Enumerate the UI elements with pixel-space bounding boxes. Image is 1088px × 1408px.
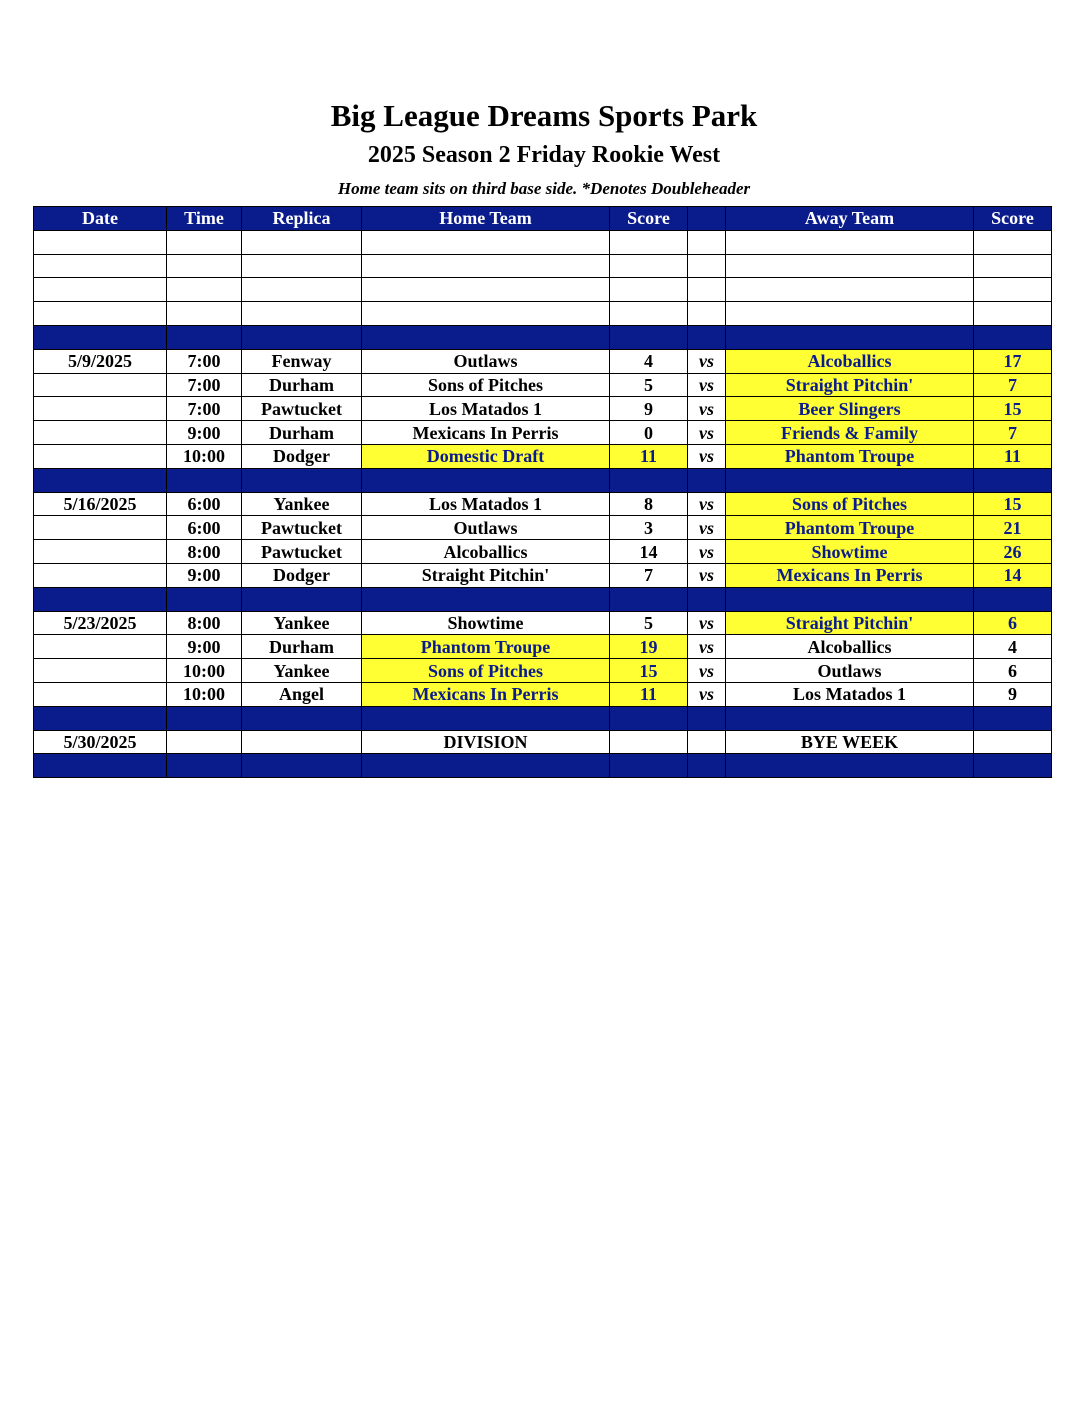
- home-score-cell: 3: [610, 516, 688, 540]
- blank-row: [34, 254, 1052, 278]
- home-score-cell: 7: [610, 563, 688, 587]
- date-cell: [34, 516, 167, 540]
- time-cell: 7:00: [167, 349, 242, 373]
- vs-cell: vs: [688, 444, 726, 468]
- col-header-date: Date: [34, 207, 167, 231]
- home-team-cell: Los Matados 1: [362, 397, 610, 421]
- home-team-cell: Mexicans In Perris: [362, 421, 610, 445]
- separator-cell: [362, 325, 610, 349]
- blank-cell: [688, 302, 726, 326]
- replica-cell: Durham: [242, 373, 362, 397]
- home-team-cell: Mexicans In Perris: [362, 682, 610, 706]
- blank-cell: [726, 230, 974, 254]
- away-score-cell: 6: [974, 611, 1052, 635]
- away-team-cell: Straight Pitchin': [726, 611, 974, 635]
- separator-cell: [34, 468, 167, 492]
- away-team-cell: Beer Slingers: [726, 397, 974, 421]
- replica-cell: Dodger: [242, 444, 362, 468]
- date-cell: [34, 373, 167, 397]
- home-score-cell: 5: [610, 373, 688, 397]
- replica-cell: Dodger: [242, 563, 362, 587]
- away-score-cell: 15: [974, 397, 1052, 421]
- vs-cell: vs: [688, 659, 726, 683]
- separator-cell: [167, 587, 242, 611]
- vs-cell: vs: [688, 540, 726, 564]
- home-team-cell: Showtime: [362, 611, 610, 635]
- blank-cell: [362, 278, 610, 302]
- blank-cell: [362, 230, 610, 254]
- game-row: [34, 349, 1052, 373]
- away-score-cell: [974, 730, 1052, 754]
- date-cell: [34, 421, 167, 445]
- separator-cell: [362, 587, 610, 611]
- blank-cell: [34, 278, 167, 302]
- blank-cell: [688, 230, 726, 254]
- vs-cell: vs: [688, 492, 726, 516]
- away-team-cell: Friends & Family: [726, 421, 974, 445]
- away-team-cell: Phantom Troupe: [726, 444, 974, 468]
- away-team-cell: Los Matados 1: [726, 682, 974, 706]
- separator-cell: [167, 754, 242, 778]
- col-header-time: Time: [167, 207, 242, 231]
- separator-cell: [167, 706, 242, 730]
- blank-cell: [34, 254, 167, 278]
- time-cell: 8:00: [167, 540, 242, 564]
- game-row: [34, 563, 1052, 587]
- vs-cell: vs: [688, 635, 726, 659]
- time-cell: 6:00: [167, 492, 242, 516]
- game-row: [34, 611, 1052, 635]
- game-row: [34, 659, 1052, 683]
- time-cell: [167, 730, 242, 754]
- schedule-note: Home team sits on third base side. *Denotes Doubleheader: [337, 179, 751, 198]
- game-row: [34, 397, 1052, 421]
- home-team-cell: Los Matados 1: [362, 492, 610, 516]
- home-score-cell: 19: [610, 635, 688, 659]
- away-score-cell: 7: [974, 421, 1052, 445]
- date-cell: 5/16/2025: [34, 492, 167, 516]
- away-score-cell: 9: [974, 682, 1052, 706]
- page-title: Big League Dreams Sports Park: [330, 98, 758, 133]
- blank-cell: [974, 302, 1052, 326]
- separator-cell: [726, 325, 974, 349]
- table-header-row: [34, 207, 1052, 231]
- replica-cell: Yankee: [242, 611, 362, 635]
- separator-cell: [974, 754, 1052, 778]
- vs-cell: vs: [688, 682, 726, 706]
- time-cell: 7:00: [167, 397, 242, 421]
- separator-row: [34, 468, 1052, 492]
- separator-cell: [34, 754, 167, 778]
- separator-cell: [610, 706, 688, 730]
- separator-cell: [726, 587, 974, 611]
- separator-cell: [362, 754, 610, 778]
- game-row: [34, 373, 1052, 397]
- away-team-cell: Straight Pitchin': [726, 373, 974, 397]
- time-cell: 9:00: [167, 563, 242, 587]
- date-cell: [34, 682, 167, 706]
- away-score-cell: 26: [974, 540, 1052, 564]
- time-cell: 10:00: [167, 659, 242, 683]
- separator-cell: [726, 754, 974, 778]
- separator-cell: [242, 325, 362, 349]
- blank-cell: [974, 254, 1052, 278]
- separator-cell: [610, 325, 688, 349]
- away-score-cell: 17: [974, 349, 1052, 373]
- home-score-cell: 4: [610, 349, 688, 373]
- blank-row: [34, 302, 1052, 326]
- blank-cell: [242, 302, 362, 326]
- game-row: [34, 682, 1052, 706]
- away-score-cell: 21: [974, 516, 1052, 540]
- time-cell: 7:00: [167, 373, 242, 397]
- replica-cell: Durham: [242, 635, 362, 659]
- blank-cell: [242, 254, 362, 278]
- separator-cell: [974, 706, 1052, 730]
- blank-cell: [167, 254, 242, 278]
- game-row: [34, 635, 1052, 659]
- home-team-cell: Alcoballics: [362, 540, 610, 564]
- blank-cell: [167, 278, 242, 302]
- date-cell: [34, 659, 167, 683]
- away-score-cell: 11: [974, 444, 1052, 468]
- separator-cell: [726, 468, 974, 492]
- home-score-cell: 9: [610, 397, 688, 421]
- vs-cell: vs: [688, 516, 726, 540]
- away-team-cell: Showtime: [726, 540, 974, 564]
- separator-row: [34, 587, 1052, 611]
- schedule-table: [33, 206, 1052, 778]
- blank-cell: [362, 254, 610, 278]
- col-header-home-team: Home Team: [362, 207, 610, 231]
- home-team-cell: Sons of Pitches: [362, 659, 610, 683]
- separator-row: [34, 706, 1052, 730]
- time-cell: 10:00: [167, 444, 242, 468]
- date-cell: 5/30/2025: [34, 730, 167, 754]
- separator-cell: [688, 587, 726, 611]
- separator-cell: [34, 587, 167, 611]
- game-row: [34, 540, 1052, 564]
- vs-cell: vs: [688, 349, 726, 373]
- replica-cell: [242, 730, 362, 754]
- time-cell: 9:00: [167, 421, 242, 445]
- blank-cell: [242, 278, 362, 302]
- blank-cell: [167, 302, 242, 326]
- replica-cell: Pawtucket: [242, 516, 362, 540]
- separator-cell: [610, 587, 688, 611]
- home-team-cell: DIVISION: [362, 730, 610, 754]
- blank-cell: [726, 302, 974, 326]
- replica-cell: Pawtucket: [242, 540, 362, 564]
- blank-cell: [974, 278, 1052, 302]
- blank-cell: [688, 278, 726, 302]
- vs-cell: vs: [688, 373, 726, 397]
- away-score-cell: 7: [974, 373, 1052, 397]
- home-team-cell: Domestic Draft: [362, 444, 610, 468]
- vs-cell: vs: [688, 421, 726, 445]
- vs-cell: [688, 730, 726, 754]
- away-team-cell: Alcoballics: [726, 349, 974, 373]
- away-score-cell: 15: [974, 492, 1052, 516]
- game-row: [34, 730, 1052, 754]
- game-row: [34, 492, 1052, 516]
- blank-cell: [34, 230, 167, 254]
- blank-cell: [610, 254, 688, 278]
- blank-cell: [362, 302, 610, 326]
- away-team-cell: Mexicans In Perris: [726, 563, 974, 587]
- separator-row: [34, 754, 1052, 778]
- home-score-cell: 11: [610, 444, 688, 468]
- separator-cell: [167, 468, 242, 492]
- blank-row: [34, 278, 1052, 302]
- blank-cell: [610, 278, 688, 302]
- home-score-cell: 15: [610, 659, 688, 683]
- home-score-cell: 8: [610, 492, 688, 516]
- schedule-body: [34, 230, 1052, 777]
- separator-cell: [688, 754, 726, 778]
- col-header-vs: [688, 207, 726, 231]
- blank-cell: [242, 230, 362, 254]
- away-team-cell: Outlaws: [726, 659, 974, 683]
- separator-cell: [34, 706, 167, 730]
- separator-cell: [688, 706, 726, 730]
- separator-cell: [688, 325, 726, 349]
- blank-cell: [726, 278, 974, 302]
- replica-cell: Durham: [242, 421, 362, 445]
- blank-row: [34, 230, 1052, 254]
- home-team-cell: Straight Pitchin': [362, 563, 610, 587]
- away-team-cell: Alcoballics: [726, 635, 974, 659]
- home-score-cell: 11: [610, 682, 688, 706]
- home-score-cell: 0: [610, 421, 688, 445]
- vs-cell: vs: [688, 563, 726, 587]
- separator-cell: [688, 468, 726, 492]
- time-cell: 9:00: [167, 635, 242, 659]
- home-score-cell: [610, 730, 688, 754]
- separator-cell: [242, 468, 362, 492]
- replica-cell: Yankee: [242, 492, 362, 516]
- blank-cell: [610, 230, 688, 254]
- separator-cell: [610, 468, 688, 492]
- date-cell: [34, 635, 167, 659]
- date-cell: [34, 397, 167, 421]
- home-score-cell: 14: [610, 540, 688, 564]
- date-cell: 5/23/2025: [34, 611, 167, 635]
- separator-cell: [362, 468, 610, 492]
- date-cell: [34, 563, 167, 587]
- separator-cell: [362, 706, 610, 730]
- time-cell: 8:00: [167, 611, 242, 635]
- col-header-replica: Replica: [242, 207, 362, 231]
- replica-cell: Pawtucket: [242, 397, 362, 421]
- page-subtitle: 2025 Season 2 Friday Rookie West: [367, 142, 721, 168]
- away-score-cell: 6: [974, 659, 1052, 683]
- game-row: [34, 516, 1052, 540]
- replica-cell: Yankee: [242, 659, 362, 683]
- separator-cell: [167, 325, 242, 349]
- separator-cell: [974, 325, 1052, 349]
- separator-row: [34, 325, 1052, 349]
- vs-cell: vs: [688, 611, 726, 635]
- replica-cell: Fenway: [242, 349, 362, 373]
- separator-cell: [242, 706, 362, 730]
- away-score-cell: 4: [974, 635, 1052, 659]
- separator-cell: [242, 754, 362, 778]
- home-team-cell: Phantom Troupe: [362, 635, 610, 659]
- col-header-away-team: Away Team: [726, 207, 974, 231]
- away-score-cell: 14: [974, 563, 1052, 587]
- blank-cell: [726, 254, 974, 278]
- blank-cell: [610, 302, 688, 326]
- time-cell: 6:00: [167, 516, 242, 540]
- separator-cell: [34, 325, 167, 349]
- separator-cell: [242, 587, 362, 611]
- time-cell: 10:00: [167, 682, 242, 706]
- blank-cell: [974, 230, 1052, 254]
- col-header-away-score: Score: [974, 207, 1052, 231]
- home-team-cell: Outlaws: [362, 349, 610, 373]
- date-cell: 5/9/2025: [34, 349, 167, 373]
- away-team-cell: Sons of Pitches: [726, 492, 974, 516]
- separator-cell: [974, 587, 1052, 611]
- home-team-cell: Outlaws: [362, 516, 610, 540]
- separator-cell: [610, 754, 688, 778]
- date-cell: [34, 540, 167, 564]
- blank-cell: [688, 254, 726, 278]
- game-row: [34, 444, 1052, 468]
- home-score-cell: 5: [610, 611, 688, 635]
- col-header-home-score: Score: [610, 207, 688, 231]
- blank-cell: [167, 230, 242, 254]
- away-team-cell: BYE WEEK: [726, 730, 974, 754]
- vs-cell: vs: [688, 397, 726, 421]
- blank-cell: [34, 302, 167, 326]
- replica-cell: Angel: [242, 682, 362, 706]
- separator-cell: [974, 468, 1052, 492]
- away-team-cell: Phantom Troupe: [726, 516, 974, 540]
- game-row: [34, 421, 1052, 445]
- home-team-cell: Sons of Pitches: [362, 373, 610, 397]
- separator-cell: [726, 706, 974, 730]
- date-cell: [34, 444, 167, 468]
